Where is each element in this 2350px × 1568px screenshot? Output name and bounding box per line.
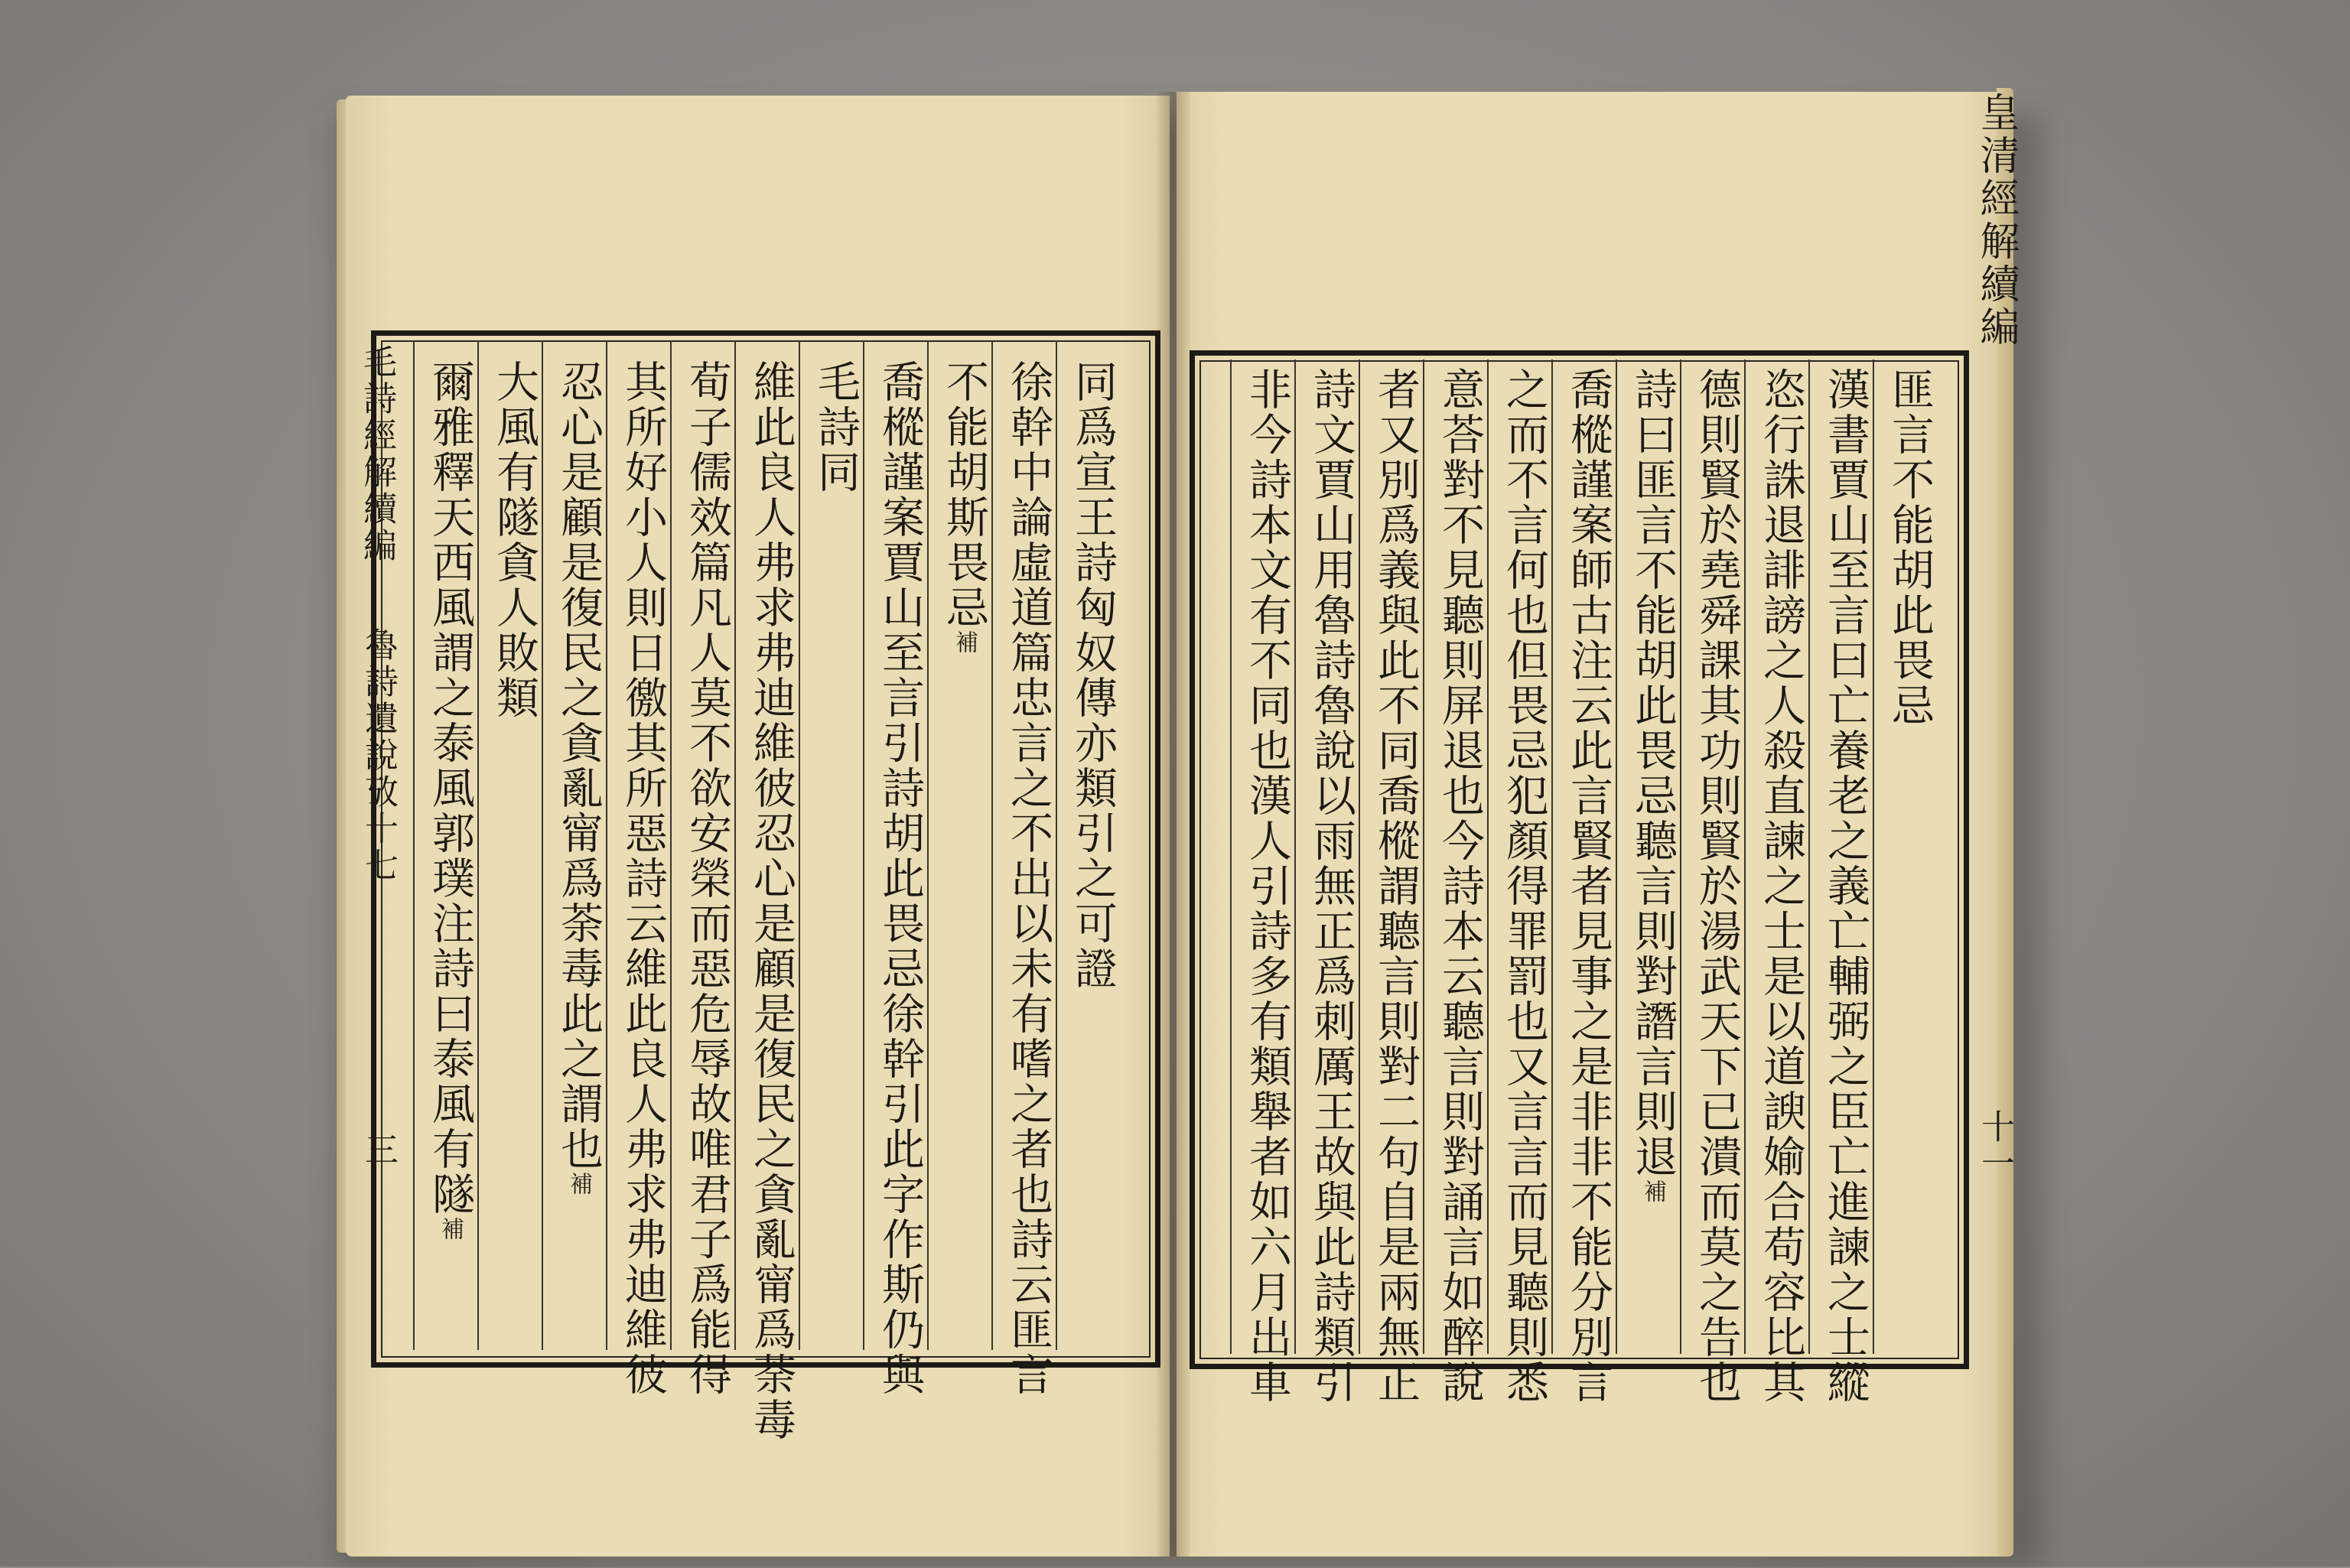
column-rule bbox=[1680, 359, 1681, 1354]
left-col-11-note: 補 bbox=[437, 1217, 464, 1240]
column-rule bbox=[1056, 340, 1057, 1350]
right-margin-title bbox=[1968, 92, 2025, 349]
right-col-5-note: 補 bbox=[1639, 1179, 1666, 1202]
left-col-1: 同爲宣王詩匈奴傳亦類引之可證 bbox=[1068, 359, 1118, 991]
right-col-4: 德則賢於堯舜課其功則賢於湯武天下已潰而莫之告也 bbox=[1692, 367, 1742, 1405]
left-col-9-note: 補 bbox=[565, 1172, 592, 1195]
column-rule bbox=[1873, 359, 1874, 1354]
left-col-6: 維此良人弗求弗迪維彼忍心是顧是復民之貪亂甯爲荼毒 bbox=[747, 359, 796, 1443]
right-col-1: 匪言不能胡此畏忌 bbox=[1885, 367, 1935, 728]
right-col-10: 詩文賈山用魯詩魯說以雨無正爲刺厲王故與此詩類引 bbox=[1307, 367, 1356, 1405]
column-rule bbox=[1808, 359, 1810, 1354]
left-col-9-text: 忍心是顧是復民之貪亂甯爲荼毒此之謂也 bbox=[554, 359, 604, 1172]
left-margin-subtitle bbox=[353, 627, 402, 884]
left-margin-number bbox=[353, 1132, 402, 1169]
right-col-2: 漢書賈山至言曰亡養老之義亡輔弼之臣亡進諫之士縱 bbox=[1821, 367, 1870, 1405]
left-col-8: 其所好小人則日徼其所惡詩云維此良人弗求弗迪維彼 bbox=[618, 359, 668, 1397]
column-rule bbox=[606, 340, 607, 1350]
column-rule bbox=[927, 340, 929, 1350]
right-col-11: 非今詩本文有不同也漢人引詩多有類舉者如六月出車 bbox=[1242, 367, 1292, 1405]
right-col-6: 喬樅謹案師古注云此言賢者見事之是非非不能分別言 bbox=[1564, 367, 1613, 1405]
left-margin-title-text: 毛詩經解續編 bbox=[357, 344, 396, 564]
left-col-2: 徐幹中論虛道篇忠言之不出以未有嗜之者也詩云匪言 bbox=[1004, 359, 1053, 1397]
column-rule bbox=[799, 340, 800, 1350]
column-rule bbox=[1423, 359, 1424, 1354]
column-rule bbox=[1294, 359, 1296, 1354]
right-col-5-text: 詩曰匪言不能胡此畏忌聽言則對譖言則退 bbox=[1628, 367, 1678, 1179]
left-col-11 bbox=[425, 359, 475, 1240]
column-rule bbox=[542, 340, 543, 1350]
column-rule bbox=[413, 340, 415, 1350]
left-col-3-text: 不能胡斯畏忌 bbox=[939, 359, 989, 630]
column-rule bbox=[1230, 359, 1232, 1354]
column-rule bbox=[1616, 359, 1617, 1354]
left-col-10: 大風有隧貪人敗類 bbox=[490, 359, 539, 721]
column-rule bbox=[670, 340, 672, 1350]
right-margin-number bbox=[1970, 1109, 2019, 1183]
column-rule bbox=[1359, 359, 1360, 1354]
left-col-11-text: 爾雅釋天西風謂之泰風郭璞注詩曰泰風有隧 bbox=[425, 359, 475, 1217]
right-col-9: 者又別爲義與此不同喬樅謂聽言則對二句自是兩無正 bbox=[1371, 367, 1421, 1405]
left-col-9 bbox=[554, 359, 604, 1195]
right-col-5 bbox=[1628, 367, 1678, 1202]
left-col-3-note: 補 bbox=[951, 630, 978, 653]
column-rule bbox=[1487, 359, 1489, 1354]
column-rule bbox=[991, 340, 993, 1350]
right-col-3: 恣行誅退誹謗之人殺直諫之士是以道諛媮合苟容比其 bbox=[1756, 367, 1806, 1405]
left-col-4: 喬樅謹案賈山至言引詩胡此畏忌徐幹引此字作斯仍與 bbox=[875, 359, 925, 1397]
left-margin-title bbox=[352, 344, 401, 564]
column-rule bbox=[1744, 359, 1746, 1354]
book-gutter bbox=[1157, 92, 1190, 1557]
right-col-7: 之而不言何也但畏忌犯顏得罪罰也又言言而見聽則悉 bbox=[1499, 367, 1549, 1405]
left-margin-number-text: 三 bbox=[359, 1132, 398, 1169]
column-rule bbox=[477, 340, 479, 1350]
column-rule bbox=[734, 340, 736, 1350]
right-margin-title-text: 皇清經解續編 bbox=[1973, 92, 2019, 349]
right-margin-number-text: 十一 bbox=[1975, 1109, 2014, 1183]
left-col-7: 荀子儒效篇凡人莫不欲安榮而惡危辱故唯君子爲能得 bbox=[682, 359, 732, 1397]
column-rule bbox=[1551, 359, 1553, 1354]
left-col-5: 毛詩同 bbox=[811, 359, 861, 495]
left-margin-subtitle-text: 魯詩遺說攷十七 bbox=[359, 627, 398, 884]
left-col-3 bbox=[939, 359, 989, 653]
column-rule bbox=[863, 340, 864, 1350]
right-col-8: 意荅對不見聽則屏退也今詩本云聽言則對誦言如醉說 bbox=[1435, 367, 1485, 1405]
